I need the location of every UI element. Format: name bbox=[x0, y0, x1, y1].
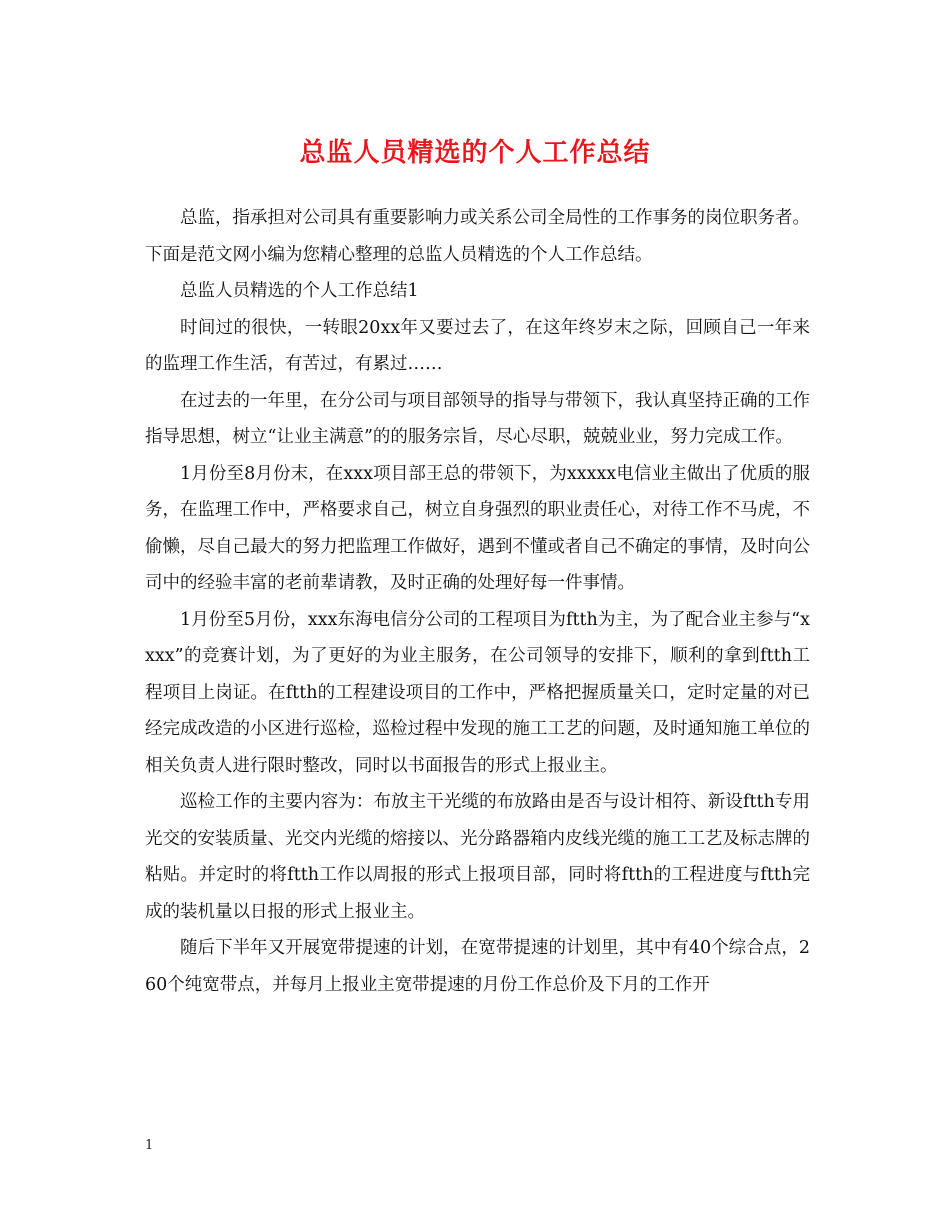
paragraph-jan-may: 1月份至5月份，xxx东海电信分公司的工程项目为ftth为主，为了配合业主参与“xxxx”的竞赛计划，为了更好的为业主服务，在公司领导的安排下，顺利的拿到ftth工程项目上岗证。在ftth的工程建设项目的工作中，严格把握质量关口，定时定量的对已经完成改造的小区进行巡检，巡检过程中发现的施工工艺的问题，及时通知施工单位的相关负责人进行限时整改，同时以书面报告的形式上报业主。 bbox=[145, 609, 810, 776]
paragraph-section-heading: 总监人员精选的个人工作总结1 bbox=[180, 281, 419, 301]
paragraph-inspection: 巡检工作的主要内容为：布放主干光缆的布放路由是否与设计相符、新设ftth专用光交的安装质量、光交内光缆的熔接以、光分路器箱内皮线光缆的施工工艺及标志牌的粘贴。并定时的将ftth工作以周报的形式上报项目部，同时将ftth的工程进度与ftth完成的装机量以日报的形式上报业主。 bbox=[145, 792, 810, 922]
paragraph-intro: 总监，指承担对公司具有重要影响力或关系公司全局性的工作事务的岗位职务者。下面是范文网小编为您精心整理的总监人员精选的个人工作总结。 bbox=[145, 208, 810, 265]
paragraph-time: 时间过的很快，一转眼20xx年又要过去了，在这年终岁末之际，回顾自己一年来的监理工作生活，有苦过，有累过…… bbox=[145, 317, 810, 374]
page-number: 1 bbox=[145, 1138, 154, 1153]
document-title: 总监人员精选的个人工作总结 bbox=[299, 138, 651, 168]
paragraph-jan-aug: 1月份至8月份末，在xxx项目部王总的带领下，为xxxxx电信业主做出了优质的服务，在监理工作中，严格要求自己，树立自身强烈的职业责任心，对待工作不马虎，不偷懒，尽自己最大的努力把监理工作做好，遇到不懂或者自己不确定的事情，及时向公司中的经验丰富的老前辈请教，及时正确的处理好每一件事情。 bbox=[145, 463, 810, 593]
paragraph-broadband: 随后下半年又开展宽带提速的计划，在宽带提速的计划里，其中有40个综合点，260个纯宽带点，并每月上报业主宽带提速的月份工作总价及下月的工作开 bbox=[145, 938, 810, 995]
document-body bbox=[145, 200, 810, 1003]
paragraph-past-year: 在过去的一年里，在分公司与项目部领导的指导与带领下，我认真坚持正确的工作指导思想，树立“让业主满意”的的服务宗旨，尽心尽职，兢兢业业，努力完成工作。 bbox=[145, 390, 810, 447]
